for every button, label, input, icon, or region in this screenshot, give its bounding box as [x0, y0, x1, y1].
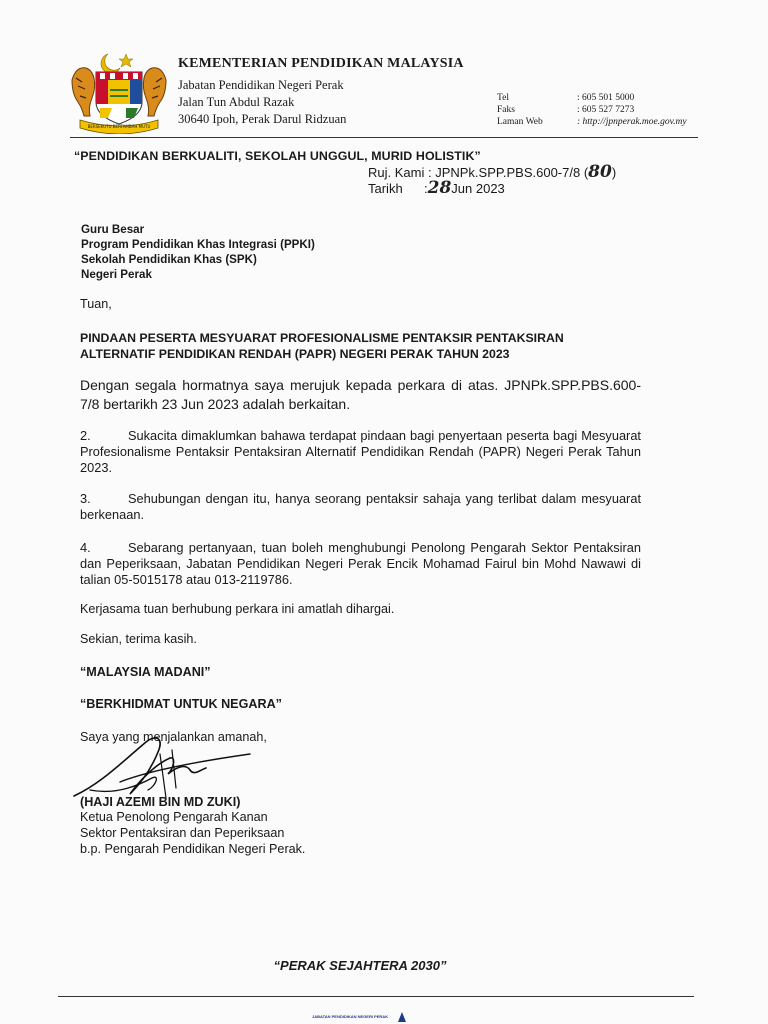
letter-subject	[80, 330, 650, 362]
closing-trust-line: Saya yang menjalankan amanah,	[80, 730, 267, 744]
ministry-name: KEMENTERIAN PENDIDIKAN MALAYSIA	[178, 56, 464, 71]
slogan-berkhidmat: “BERKHIDMAT UNTUK NEGARA”	[80, 697, 282, 711]
malaysia-coat-of-arms-icon	[66, 50, 172, 134]
salutation: Tuan,	[80, 297, 112, 311]
subject-line-2: ALTERNATIF PENDIDIKAN RENDAH (PAPR) NEGERI PERAK TAHUN 2023	[80, 347, 510, 361]
paragraph-text: Sehubungan dengan itu, hanya seorang pentaksir sahaja yang terlibat dalam mesyuarat berkenaan.	[80, 491, 641, 522]
paragraph-2	[80, 428, 641, 476]
letterhead-divider	[70, 137, 698, 138]
recipient-line-1: Guru Besar	[81, 223, 145, 236]
thanks-line: Sekian, terima kasih.	[80, 632, 197, 646]
website-label: Laman Web	[497, 117, 543, 127]
date-value: Jun 2023	[451, 181, 505, 196]
address-line-1: Jabatan Pendidikan Negeri Perak	[178, 78, 344, 92]
fax-value: : 605 527 7273	[577, 105, 635, 115]
contact-block	[497, 92, 687, 128]
footer-logo-icon	[398, 1012, 406, 1022]
ref-label: Ruj. Kami :	[368, 165, 432, 180]
date-handwritten-day: 28	[427, 178, 452, 198]
ministry-motto: “PENDIDIKAN BERKUALITI, SEKOLAH UNGGUL, MURID HOLISTIK”	[74, 149, 481, 163]
address-line-3: 30640 Ipoh, Perak Darul Ridzuan	[178, 112, 347, 126]
address-line-2: Jalan Tun Abdul Razak	[178, 95, 295, 109]
tel-label: Tel	[497, 93, 509, 103]
date-colon: :	[424, 181, 428, 196]
recipient-line-4: Negeri Perak	[81, 268, 152, 281]
slogan-malaysia-madani: “MALAYSIA MADANI”	[80, 665, 211, 679]
footer-slogan: “PERAK SEJAHTERA 2030”	[273, 958, 447, 973]
paragraph-number: 4.	[80, 540, 91, 555]
signatory-title-1: Ketua Penolong Pengarah Kanan	[80, 810, 268, 824]
subject-line-1: PINDAAN PESERTA MESYUARAT PROFESIONALISME PENTAKSIR PENTAKSIRAN	[80, 331, 564, 345]
paragraph-number: 2.	[80, 428, 91, 443]
ref-value: JPNPk.SPP.PBS.600-7/8 (	[435, 165, 589, 180]
website-value[interactable]: : http://jpnperak.moe.gov.my	[577, 117, 687, 127]
appreciation-line: Kerjasama tuan berhubung perkara ini amatlah dihargai.	[80, 602, 395, 616]
opening-paragraph: Dengan segala hormatnya saya merujuk kepada perkara di atas. JPNPk.SPP.PBS.600-7/8 bertarikh 23 Jun 2023 adalah berkaitan.	[80, 377, 641, 412]
signatory-name: (HAJI AZEMI BIN MD ZUKI)	[80, 795, 241, 809]
footer-divider	[58, 996, 694, 997]
paragraph-text: Sukacita dimaklumkan bahawa terdapat pindaan bagi penyertaan peserta bagi Mesyuarat Profesionalisme Pentaksir Pentaksiran Alternatif Pendidikan Rendah (PAPR) Negeri Perak Tahun 2023.	[80, 428, 641, 475]
paragraph-number: 3.	[80, 491, 91, 506]
signatory-title-3: b.p. Pengarah Pendidikan Negeri Perak.	[80, 842, 306, 856]
recipient-line-2: Program Pendidikan Khas Integrasi (PPKI)	[81, 238, 315, 251]
paragraph-4	[80, 540, 641, 588]
footer-department-logo-text: JABATAN PENDIDIKAN NEGERI PERAK	[312, 1014, 389, 1019]
paragraph-3	[80, 491, 641, 523]
svg-text:BERSEKUTU BERTAMBAH MUTU: BERSEKUTU BERTAMBAH MUTU	[87, 124, 151, 129]
ref-close: )	[611, 165, 617, 180]
date-label: Tarikh	[368, 181, 403, 196]
signatory-title-2: Sektor Pentaksiran dan Peperiksaan	[80, 826, 285, 840]
letter-date	[368, 178, 505, 198]
tel-value: : 605 501 5000	[577, 93, 635, 103]
ref-handwritten-number: 80	[588, 162, 612, 182]
fax-label: Faks	[497, 105, 515, 115]
recipient-line-3: Sekolah Pendidikan Khas (SPK)	[81, 253, 257, 266]
paragraph-text: Sebarang pertanyaan, tuan boleh menghubungi Penolong Pengarah Sektor Pentaksiran dan Peperiksaan, Jabatan Pendidikan Negeri Perak Encik Mohamad Fairul bin Mohd Nawawi di talian 05-5015178 atau 013-2119786.	[80, 540, 641, 587]
